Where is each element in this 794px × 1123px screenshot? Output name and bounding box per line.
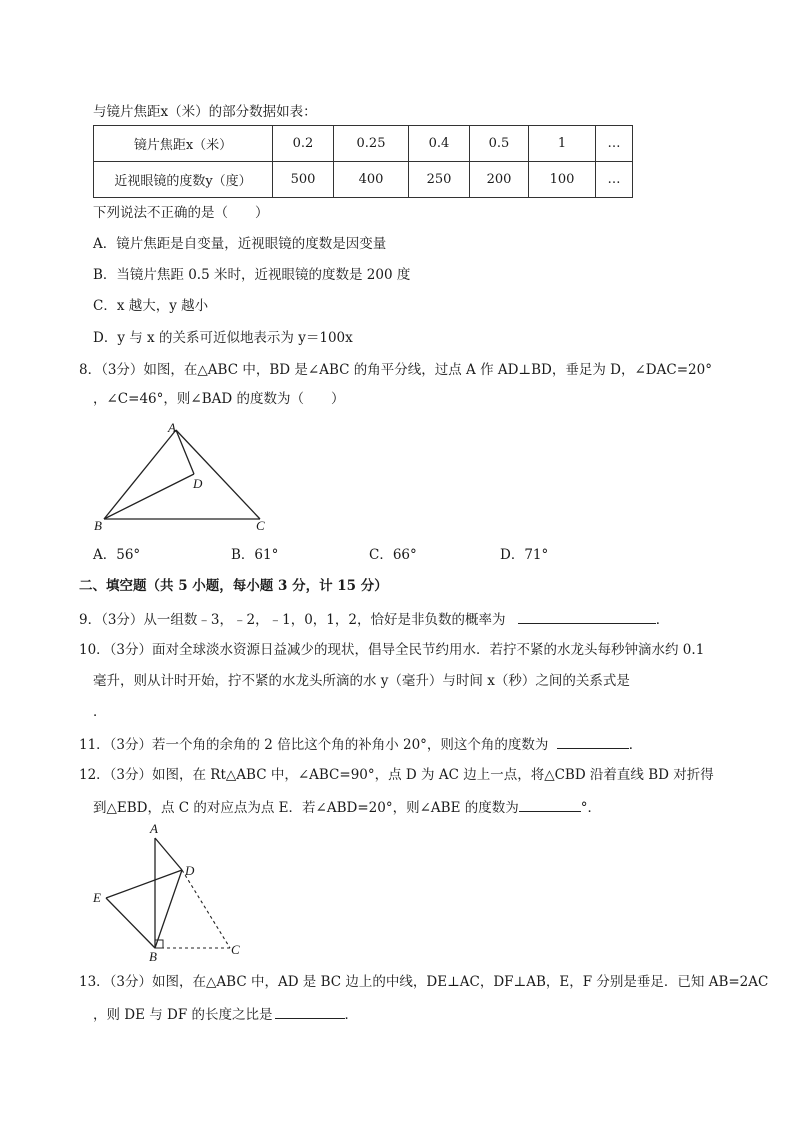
- table-cell: 100: [529, 162, 596, 198]
- q8-option-d: D．71°: [500, 547, 549, 563]
- q11: [79, 734, 642, 754]
- table-cell: 0.5: [470, 126, 529, 162]
- q9: [79, 609, 669, 629]
- segment-bd: [155, 870, 182, 948]
- answer-blank[interactable]: [519, 797, 581, 812]
- table-cell: 0.25: [334, 126, 409, 162]
- q12-line2-wrap: [93, 797, 601, 817]
- table-row-label: 镜片焦距x（米）: [94, 126, 273, 162]
- q8-option-a: A．56°: [93, 547, 141, 563]
- table-cell: 400: [334, 162, 409, 198]
- q12-right-triangle-figure: [88, 820, 258, 962]
- table-row-label: 近视眼镜的度数y（度）: [94, 162, 273, 198]
- vertex-label-a: A: [168, 420, 176, 435]
- answer-blank[interactable]: [557, 734, 629, 749]
- table-cell: 200: [470, 162, 529, 198]
- table-cell: …: [596, 162, 633, 198]
- table-intro: 与镜片焦距x（米）的部分数据如表：: [93, 104, 317, 120]
- segment-eb: [106, 898, 155, 948]
- answer-blank[interactable]: [275, 1004, 345, 1019]
- vertex-label-c: C: [256, 518, 265, 533]
- q7-option-c: C．x 越大，y 越小: [93, 298, 209, 314]
- q12-line2: 到△EBD，点 C 的对应点为点 E．若∠ABD=20°，则∠ABE 的度数为: [93, 800, 519, 816]
- q9-end: ．: [655, 612, 670, 628]
- vertex-label-b: B: [94, 518, 102, 533]
- q13-line2-wrap: [93, 1004, 358, 1024]
- q12-line1: 12．（3分）如图，在 Rt△ABC 中，∠ABC=90°，点 D 为 AC 边上一点，将△CBD 沿着直线 BD 对折得: [79, 767, 714, 783]
- table-cell: …: [596, 126, 633, 162]
- vertex-label-c: C: [231, 942, 240, 957]
- segment-dc-dashed: [182, 870, 230, 948]
- q7-option-d: D．y 与 x 的关系可近似地表示为 y＝100x: [93, 330, 353, 346]
- vertex-label-d: D: [185, 863, 195, 878]
- vertex-label-a: A: [150, 821, 158, 836]
- vertex-label-e: E: [93, 890, 101, 905]
- table-row: [94, 126, 633, 162]
- table-cell: 500: [273, 162, 334, 198]
- q13-line1: 13．（3分）如图，在△ABC 中，AD 是 BC 边上的中线，DE⊥AC，DF⊥AB，E，F 分别是垂足．已知 AB=2AC: [79, 974, 769, 990]
- section-heading: 二、填空题（共 5 小题，每小题 3 分，计 15 分）: [79, 578, 388, 594]
- data-table: [93, 125, 633, 198]
- q8-line2: ，∠C=46°，则∠BAD 的度数为（ ）: [93, 391, 345, 407]
- table-cell: 1: [529, 126, 596, 162]
- vertex-label-b: B: [149, 949, 157, 962]
- table-row: [94, 162, 633, 198]
- segment-ac: [176, 430, 260, 519]
- q8-triangle-figure: [88, 418, 278, 536]
- segment-ad: [176, 430, 194, 474]
- q12-end: °．: [580, 800, 601, 816]
- table-cell: 250: [409, 162, 470, 198]
- q11-text: 11．（3分）若一个角的余角的 2 倍比这个角的补角小 20°，则这个角的度数为: [79, 737, 549, 753]
- table-cell: 0.2: [273, 126, 334, 162]
- q11-end: ．: [628, 737, 643, 753]
- answer-blank[interactable]: [518, 609, 656, 624]
- segment-bd: [104, 474, 194, 519]
- q10-line1: 10．（3分）面对全球淡水资源日益减少的现状，倡导全民节约用水．若拧不紧的水龙头每秒钟滴水约 0.1: [79, 642, 705, 658]
- q8-line1: 8．（3分）如图，在△ABC 中，BD 是∠ABC 的角平分线，过点 A 作 AD⊥BD，垂足为 D，∠DAC=20°: [79, 362, 712, 378]
- q8-option-b: B．61°: [231, 547, 279, 563]
- segment-ab: [104, 430, 176, 519]
- q7-option-b: B．当镜片焦距 0.5 米时，近视眼镜的度数是 200 度: [93, 267, 411, 283]
- q7-stem: 下列说法不正确的是（ ）: [93, 205, 269, 221]
- segment-ed: [106, 870, 182, 898]
- q9-text: 9．（3分）从一组数﹣3，﹣2，﹣1，0，1，2，恰好是非负数的概率为: [79, 612, 506, 628]
- vertex-label-d: D: [193, 476, 203, 491]
- q13-end: ．: [344, 1007, 359, 1023]
- q10-line3: ．: [93, 704, 107, 720]
- q8-option-c: C．66°: [369, 547, 417, 563]
- table-cell: 0.4: [409, 126, 470, 162]
- segment-ad: [155, 838, 182, 870]
- q13-line2: ，则 DE 与 DF 的长度之比是: [93, 1007, 273, 1023]
- q10-line2: 毫升，则从计时开始，拧不紧的水龙头所滴的水 y（毫升）与时间 x（秒）之间的关系式是: [93, 673, 630, 689]
- q7-option-a: A．镜片焦距是自变量，近视眼镜的度数是因变量: [93, 236, 387, 252]
